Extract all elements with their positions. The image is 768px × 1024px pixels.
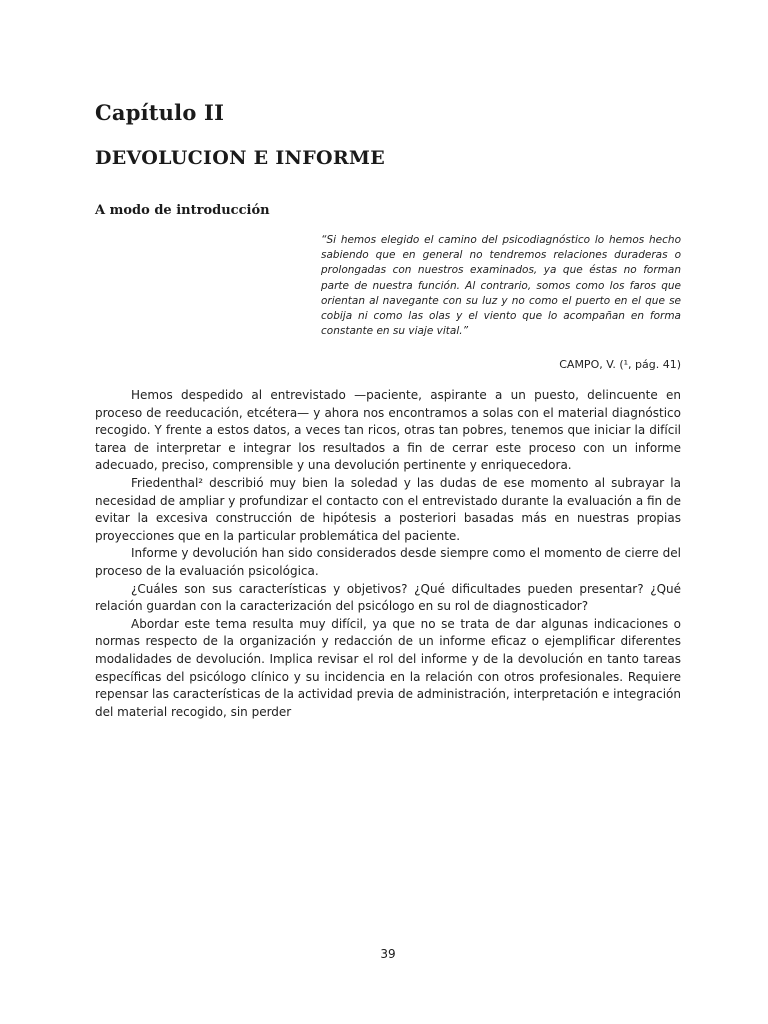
epigraph-citation: CAMPO, V. (¹, pág. 41) — [559, 358, 681, 371]
section-heading: A modo de introducción — [95, 203, 270, 218]
paragraph: Abordar este tema resulta muy difícil, ya que no se trata de dar algunas indicaciones o normas respecto de la organización y redacción de un informe eficaz o ejemplificar diferentes modalidades de devolución. Implica revisar el rol del informe y de la devolución en tanto tareas específicas del psicólogo clínico y su incidencia en la relación con otros profesionales. Requiere repensar las características de la actividad previa de administración, interpretación e integración del material recogido, sin perder — [95, 616, 681, 719]
epigraph-quote: “Si hemos elegido el camino del psicodiagnóstico lo hemos hecho sabiendo que en general no tendremos relaciones duraderas o prolongadas con nuestros examinados, ya que éstas no forman parte de nuestra función. Al contrario, somos como los faros que orientan al navegante con su luz y no como el puerto en el que se cobija ni como las olas y el viento que lo acompañan en forma constante en su viaje vital.” — [321, 234, 681, 338]
paragraph: Hemos despedido al entrevistado —paciente, aspirante a un puesto, delincuente en proceso de reeducación, etcétera— y ahora nos encontramos a solas con el material diagnóstico recogido. Y frente a estos datos, a veces tan ricos, otras tan pobres, tenemos que iniciar la difícil tarea de interpretar e integrar los resultados a fin de cerrar este proceso con un informe adecuado, preciso, comprensible y una devolución pertinente y enriquecedora. — [95, 388, 681, 473]
page-number: 39 — [380, 947, 396, 961]
chapter-title: DEVOLUCION E INFORME — [95, 147, 386, 169]
body-text — [95, 387, 681, 721]
book-page — [95, 0, 681, 1024]
paragraph: Informe y devolución han sido considerados desde siempre como el momento de cierre del proceso de la evaluación psicológica. — [95, 546, 681, 578]
paragraph: ¿Cuáles son sus características y objetivos? ¿Qué dificultades pueden presentar? ¿Qué relación guardan con la caracterización del psicólogo en su rol de diagnosticador? — [95, 581, 681, 614]
chapter-heading: Capítulo II — [95, 100, 225, 125]
paragraph: Friedenthal² describió muy bien la soledad y las dudas de ese momento al subrayar la necesidad de ampliar y profundizar el contacto con el entrevistado durante la evaluación a fin de evitar la excesiva construcción de hipótesis a posteriori basadas más en nuestras propias proyecciones que en la particular problemática del paciente. — [95, 475, 681, 543]
